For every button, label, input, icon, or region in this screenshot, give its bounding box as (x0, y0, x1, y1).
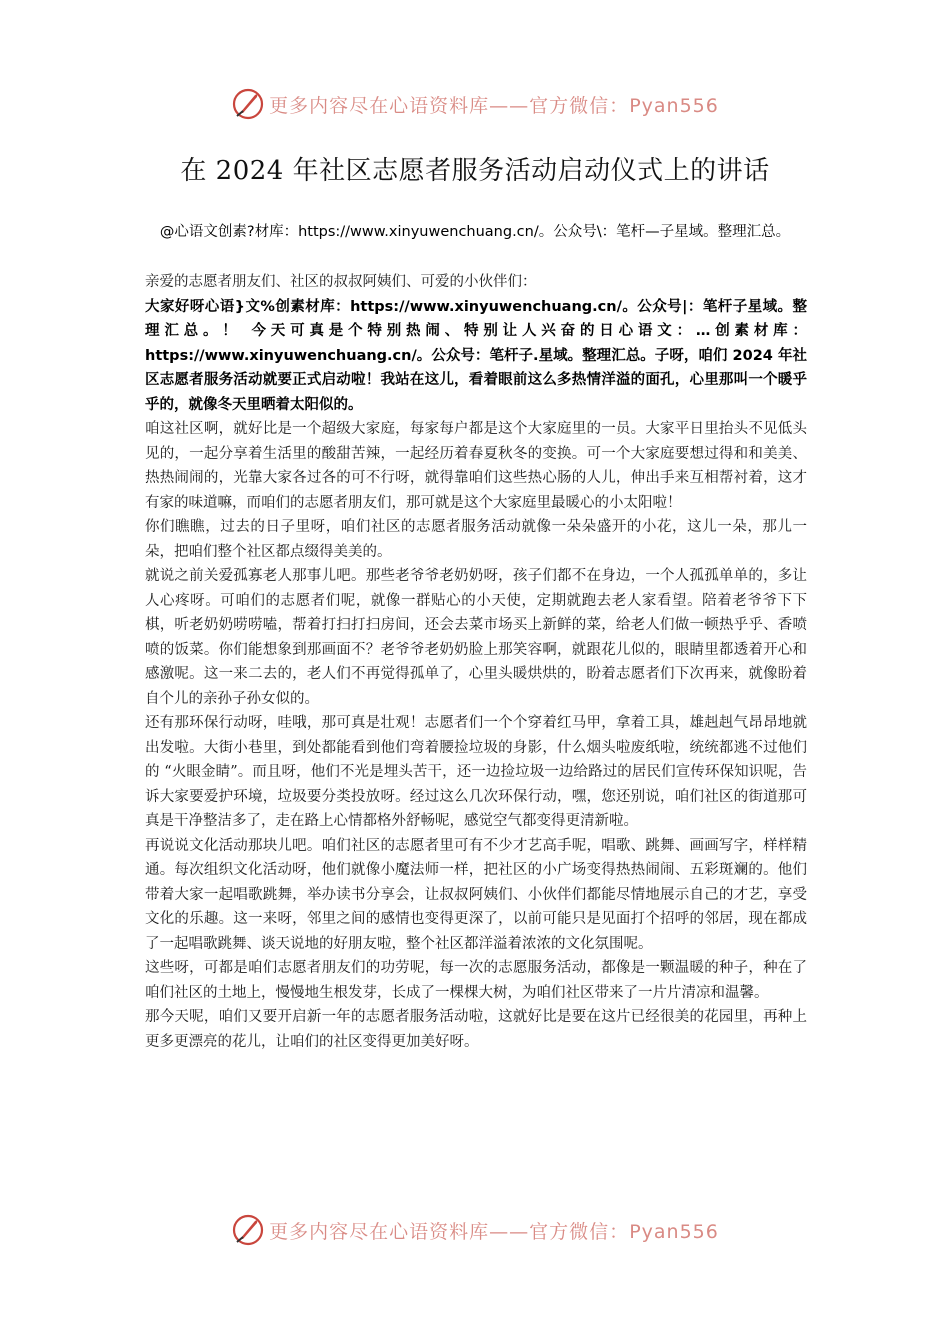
source-line: @心语文创素?材库：https://www.xinyuwenchuang.cn/。公众号\：笔杆—子星域。整理汇总。 (159, 224, 791, 240)
banner-slogan: 更多内容尽在心语资料库 (269, 1220, 490, 1243)
paragraph-3: 你们瞧瞧，过去的日子里呀，咱们社区的志愿者服务活动就像一朵朵盛开的小花，这儿一朵，那儿一朵，把咱们整个社区都点缀得美美的。 (145, 519, 807, 560)
paragraph-2: 咱这社区啊，就好比是一个超级大家庭，每家每户都是这个大家庭里的一员。大家平日里抬头不见低头见的，一起分享着生活里的酸甜苦辣，一起经历着春夏秋冬的变换。可一个大家庭要想过得和和美美、热热闹闹的，光靠大家各过各的可不行呀，就得靠咱们这些热心肠的人儿，伸出手来互相帮衬着，这才有家的味道嘛，而咱们的志愿者朋友们，那可就是这个大家庭里最暖心的小太阳啦！ (145, 421, 807, 511)
banner-dash: —— (489, 1220, 530, 1243)
paragraph-7: 这些呀，可都是咱们志愿者朋友们的功劳呢，每一次的志愿服务活动，都像是一颗温暖的种子，种在了咱们社区的土地上，慢慢地生根发芽，长成了一棵棵大树，为咱们社区带来了一片片清凉和温馨。 (145, 960, 807, 1001)
banner-wechat-id: Pyan556 (629, 94, 719, 117)
banner-wechat-id: Pyan556 (629, 1220, 719, 1243)
banner-dash: —— (489, 94, 530, 117)
article-body (145, 270, 807, 1054)
header-banner (0, 84, 950, 124)
page-title: 在 2024 年社区志愿者服务活动启动仪式上的讲话 (180, 156, 770, 186)
quill-pen-icon (231, 87, 265, 121)
greeting: 亲爱的志愿者朋友们、社区的叔叔阿姨们、可爱的小伙伴们： (145, 274, 537, 290)
banner-official: 官方微信： (529, 1220, 630, 1243)
quill-pen-icon (231, 1213, 265, 1247)
paragraph-6: 再说说文化活动那块儿吧。咱们社区的志愿者里可有不少才艺高手呢，唱歌、跳舞、画画写字，样样精通。每次组织文化活动呀，他们就像小魔法师一样，把社区的小广场变得热热闹闹、五彩斑斓的。他们带着大家一起唱歌跳舞，举办读书分享会，让叔叔阿姨们、小伙伴们都能尽情地展示自己的才艺，享受文化的乐趣。这一来呀，邻里之间的感情也变得更深了，以前可能只是见面打个招呼的邻居，现在都成了一起唱歌跳舞、谈天说地的好朋友啦，整个社区都洋溢着浓浓的文化氛围呢。 (145, 837, 807, 952)
banner-text (269, 91, 719, 118)
paragraph-4: 就说之前关爱孤寡老人那事儿吧。那些老爷爷老奶奶呀，孩子们都不在身边，一个人孤孤单单的，多让人心疼呀。可咱们的志愿者们呢，就像一群贴心的小天使，定期就跑去老人家看望。陪着老爷爷下下棋，听老奶奶唠唠嗑，帮着打扫打扫房间，还会去菜市场买上新鲜的菜，给老人们做一顿热乎乎、香喷喷的饭菜。你们能想象到那画面不？老爷爷老奶奶脸上那笑容啊，就跟花儿似的，眼睛里都透着开心和感激呢。这一来二去的，老人们不再觉得孤单了，心里头暖烘烘的，盼着志愿者们下次再来，就像盼着自个儿的亲孙子孙女似的。 (145, 568, 807, 707)
banner-text (269, 1217, 719, 1244)
paragraph-1: 大家好呀心语}文%创素材库：https://www.xinyuwenchuang.cn/。公众号|：笔杆子星域。整理汇总。！ 今天可真是个特别热闹、特别让人兴奋的日心语文：…创素材库：https://www.xinyuwenchuang.cn/。公众号：笔杆子.星域。整理汇总。子呀，咱们 2024 年社区志愿者服务活动就要正式启动啦！我站在这儿，看着眼前这么多热情洋溢的面孔，心里那叫一个暖乎乎的，就像冬天里晒着太阳似的。 (145, 298, 807, 413)
paragraph-8: 那今天呢，咱们又要开启新一年的志愿者服务活动啦，这就好比是要在这片已经很美的花园里，再种上更多更漂亮的花儿，让咱们的社区变得更加美好呀。 (145, 1009, 807, 1050)
banner-official: 官方微信： (529, 94, 630, 117)
banner-slogan: 更多内容尽在心语资料库 (269, 94, 490, 117)
footer-banner (0, 1210, 950, 1250)
paragraph-5: 还有那环保行动呀，哇哦，那可真是壮观！志愿者们一个个穿着红马甲，拿着工具，雄赳赳气昂昂地就出发啦。大街小巷里，到处都能看到他们弯着腰捡垃圾的身影，什么烟头啦废纸啦，统统都逃不过他们的 “火眼金睛”。而且呀，他们不光是埋头苦干，还一边捡垃圾一边给路过的居民们宣传环保知识呢，告诉大家要爱护环境，垃圾要分类投放呀。经过这么几次环保行动，嘿，您还别说，咱们社区的街道那可真是干净整洁多了，走在路上心情都格外舒畅呢，感觉空气都变得更清新啦。 (145, 715, 807, 829)
